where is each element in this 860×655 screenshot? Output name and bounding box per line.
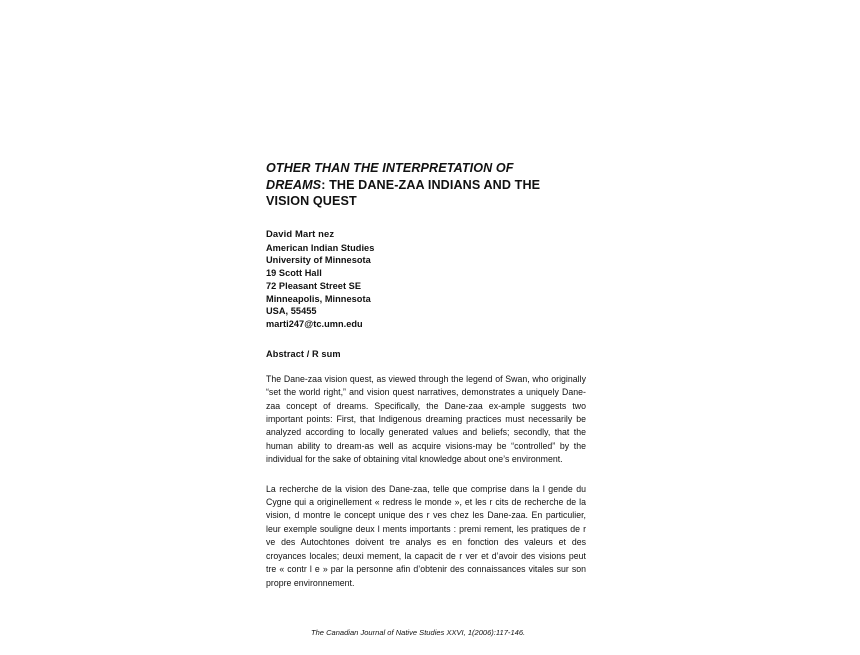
article-content — [266, 160, 586, 604]
title-line-2-rest: : THE DANE-ZAA INDIANS AND THE — [321, 177, 541, 192]
title-line-3: VISION QUEST — [266, 194, 357, 209]
abstract-french: La recherche de la vision des Dane-zaa, telle que comprise dans la l gende du Cygne qui a originellement « redress le monde », et les r cits de recherche de la vision, d montre le concept unique des r ves chez les Dane-zaa. En particulier, leur exemple souligne deux l ments importants : premi rement, les pratiques de r ve des Autochtones doivent tre analys es en fonction des valeurs et des croyances locales; deuxi mement, la capacit de r ver et d’avoir des visions peut tre « contr l e » par la personne afin d’obtenir des connaissances vitales sur son propre environnement. — [266, 483, 586, 588]
affiliation-email: marti247@tc.umn.edu — [266, 319, 363, 330]
journal-citation: The Canadian Journal of Native Studies XXVI, 1(2006):117-146. — [311, 628, 526, 637]
title-line-2-italic: DREAMS — [266, 177, 322, 192]
affiliation-line-2: 19 Scott Hall — [266, 268, 322, 279]
affiliation-line-4: Minneapolis, Minnesota — [266, 293, 371, 304]
affiliation-line-0: American Indian Studies — [266, 242, 375, 253]
top-white-banner — [263, 39, 601, 63]
abstract-heading: Abstract / R sum — [266, 348, 341, 359]
affiliation-line-1: University of Minnesota — [266, 255, 371, 266]
affiliation-line-5: USA, 55455 — [266, 306, 317, 317]
page-title — [266, 160, 586, 210]
abstract-english: The Dane-zaa vision quest, as viewed through the legend of Swan, who originally “set the world right,” and vision quest narratives, demonstrates a uniquely Dane-zaa concept of dreams. Specifically, the Dane-zaa ex-ample suggests two important points: First, that Indigenous dreaming practices must necessarily be analyzed according to locally generated values and beliefs; secondly, that the human ability to dream-as well as acquire visions-may be “controlled” by the individual for the sake of obtaining vital knowledge about one’s environment. — [266, 373, 586, 465]
author-affiliation — [266, 242, 586, 331]
author-name: David Mart nez — [266, 227, 335, 239]
title-line-1: OTHER THAN THE INTERPRETATION OF — [266, 161, 514, 175]
affiliation-line-3: 72 Pleasant Street SE — [266, 280, 362, 291]
